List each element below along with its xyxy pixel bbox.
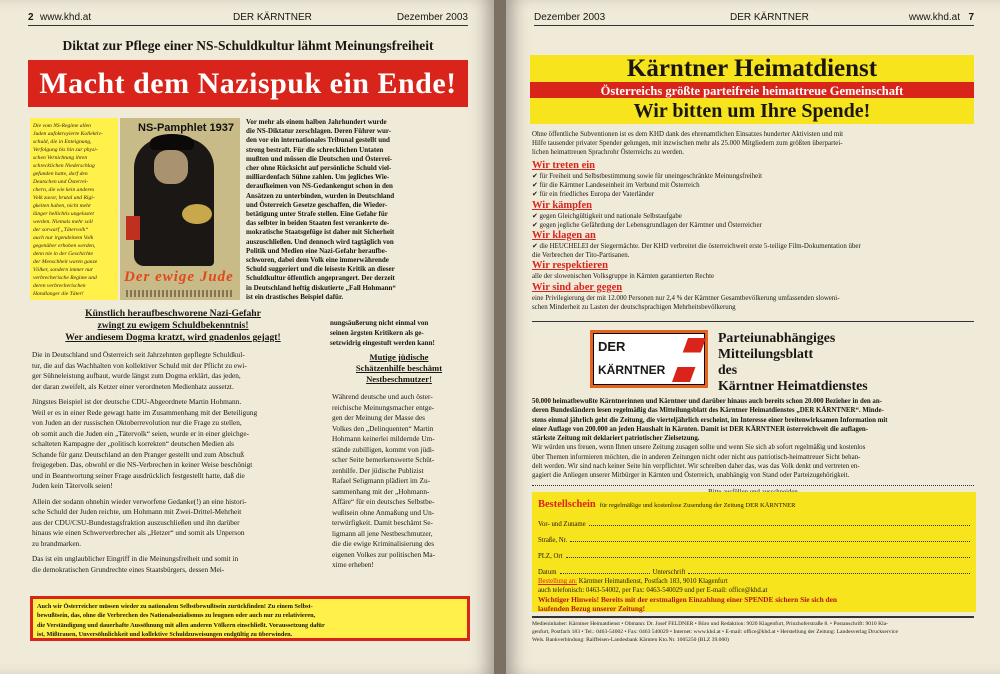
section-item xyxy=(532,303,974,312)
headline-box xyxy=(28,60,468,107)
header-paper: DER KÄRNTNER xyxy=(730,12,809,23)
section-item xyxy=(532,251,974,260)
section-item xyxy=(532,190,974,199)
text-line: xime erheben! xyxy=(332,560,374,569)
text-line: gen der Meinung der Masse des xyxy=(332,413,426,422)
impressum-rule xyxy=(532,616,974,618)
body-column-2 xyxy=(332,392,468,571)
text-line: deren Bundesländern lesen regelmäßig das Mitteilungsblatt des Kärntner Heimatdienstes „DER KÄRNTNER“. Minde- xyxy=(532,407,884,415)
section-item-text: die HEUCHELEI der Siegermächte. Der KHD verbreitet die österreichweit erste 5-teilige Film-Dokumentation über xyxy=(539,243,861,251)
text-line: der daran zweifelt, als Ketzer einer verordneten Medienhatz aussetzt. xyxy=(32,381,234,391)
text-line: in Deutschland heftig diskutierte „Fall Hohmann“ xyxy=(246,283,396,292)
text-line: über Themen informieren möchten, die in anderen Zeitungen nicht oder nicht aus patriotisch-heimattreuer Sicht behan- xyxy=(532,453,861,461)
form-fields xyxy=(538,512,970,576)
section-item xyxy=(532,172,974,181)
text-line: Juden kein Tätervolk seien! xyxy=(32,481,113,490)
order-label: Bestellung an: xyxy=(538,578,578,585)
check-icon: ✔ xyxy=(532,243,540,251)
form-field-input[interactable] xyxy=(688,573,970,574)
text-line: auch nur irgendeinem Volk xyxy=(33,235,94,241)
text-line: genfurt, Postfach 183 • Tel.: 0463-54002 • Fax: 0463 540029 • Internet: www.khd.at • E-mail: office@khd.at • Herstellung der Zeitung: Landesverlag Druckservice xyxy=(532,629,898,636)
text-line: Vor mehr als einem halben Jahrhundert wurde xyxy=(246,118,387,126)
section-item xyxy=(532,212,974,221)
right-running-header xyxy=(534,10,974,26)
section-heading: Wir kämpfen xyxy=(532,199,592,211)
text-line: schworen, dabei dem Volk eine immerwährende xyxy=(246,256,389,265)
footer-text xyxy=(37,602,463,639)
text-line: Das ist ein unglaublicher Eingriff in die Meinungsfreiheit und somit in xyxy=(32,554,239,563)
text-line: Wir würden uns freuen, wenn Ihnen unsere Zeitung zusagen sollte und wenn Sie sich ab sofort regelmäßig und kostenlos xyxy=(532,444,866,452)
magazine-body xyxy=(532,397,974,481)
khd-title: Kärntner Heimatdienst xyxy=(626,55,878,82)
text-line: Volkes den „Delinquenten“ Martin xyxy=(332,423,434,433)
poster-fineprint xyxy=(126,290,234,297)
section-item xyxy=(532,221,974,230)
headline: Macht dem Nazispuk ein Ende! xyxy=(39,66,457,100)
text-line: Hilfe tausender privater Spender gelungen, mit inzwischen mehr als 25.000 Mitgliedern zum größten überpartei- xyxy=(532,140,843,148)
form-field-row[interactable] xyxy=(538,544,970,560)
section-item-text: gegen Gleichgültigkeit und nationale Selbstaufgabe xyxy=(539,212,682,220)
text-line: Die vom NS-Regime allen xyxy=(33,123,91,129)
text-line: des xyxy=(718,362,738,377)
section-item-text: schen Minderheit zu Lasten der deutschsprachigen Mehrheitsbevölkerung xyxy=(532,303,736,311)
text-line: der Menschheit waren ganze xyxy=(33,259,98,265)
section-item-text: für Freiheit und Selbstbestimmung sowie für uneingeschränkte Meinungsfreiheit xyxy=(539,173,763,180)
form-field-label: Vor- und Zuname xyxy=(538,521,586,528)
section-heading: Wir klagen an xyxy=(532,230,596,242)
subhead-2-line-2: Schätzenhilfe beschämt xyxy=(355,363,443,373)
text-line: betätigung unter Strafe stellen. Eine Gefahr für xyxy=(246,210,388,219)
text-line: Volk zuvor, brutal und Rigi- xyxy=(33,195,95,201)
order-notice: Wichtiger Hinweis! Bereits mit der erstmaligen Einzahlung einer SPENDE sichern Sie sich den xyxy=(538,595,838,604)
section-item xyxy=(532,181,974,190)
form-field-row[interactable] xyxy=(538,512,970,528)
text-line: sammenhang mit der „Hohmann- xyxy=(332,486,430,496)
text-line: hinaus wie einen Schwerverbrecher als „Hetzer“ und somit als Unperson xyxy=(32,528,245,537)
text-line: einer Auflage von 200.000 an jeden Haushalt in Kärnten. Damit ist DER KÄRNTNER österreichweit die auflagen- xyxy=(532,425,869,433)
text-line: Rafael Seligmann plädiert im Zu- xyxy=(332,476,431,485)
text-line: deraufkeimen von NS-Gedankengut schon in den xyxy=(246,182,393,191)
text-line: Völker, sondern immer nur xyxy=(33,267,93,273)
header-date: Dezember 2003 xyxy=(534,12,606,23)
text-line: Kärntner Heimatdienstes xyxy=(718,378,868,393)
check-icon: ✔ xyxy=(532,212,540,220)
poster-coins xyxy=(182,204,212,224)
text-line: und in Beantwortung seiner Frage ausdrücklich festgestellt hatte, daß die xyxy=(32,470,245,480)
text-line: Deutschen und Österrei- xyxy=(33,179,89,185)
text-line: Auch wir Österreicher müssen wieder zu nationalem Selbstbewußtsein zurückfinden! Zu einem Selbst- xyxy=(37,603,313,610)
text-line: länger hellichtis ungelastet xyxy=(33,211,94,217)
text-line: milliardenfach Sühne zahlen. Um jegliches Wie- xyxy=(246,173,390,182)
text-line: gkeiten haben, nicht mehr xyxy=(33,203,92,209)
page-number: 7 xyxy=(968,12,974,23)
section-item-text: die Verbrechen der Tito-Partisanen. xyxy=(532,252,630,260)
magazine-title xyxy=(718,330,968,394)
footer-box xyxy=(30,596,470,641)
text-line: Handlanger die Täter! xyxy=(33,291,84,297)
text-line: die Verständigung und dauerhafte Aussöhnung mit allen anderen Völkern einschließt. Voraussetzung dafür xyxy=(37,621,325,629)
header-url: www.khd.at xyxy=(908,12,960,23)
check-icon: ✔ xyxy=(532,182,540,190)
section-item-text: für die Kärntner Landeseinheit im Verbund mit Österreich xyxy=(539,182,700,190)
section-item-text: für ein friedliches Europa der Vaterländer xyxy=(539,191,654,199)
khd-intro xyxy=(532,130,974,158)
subhead-line-2: zwingt zu ewigem Schuldbekenntnis! xyxy=(97,320,249,331)
text-line: schuld, die in Enteignung, xyxy=(33,139,92,145)
khd-subtitle-box xyxy=(530,82,974,98)
left-page xyxy=(0,0,494,674)
text-line: Wels. Bankverbindung: Raiffeisen-Landesbank Kärnten Kto.Nr. 1005250 (BLZ 39.000) xyxy=(532,637,729,644)
poster-caption: NS-Pamphlet 1937 xyxy=(138,122,234,134)
section-heading: Wir respektieren xyxy=(532,260,608,272)
section-item-text: eine Privilegierung der mit 12.000 Personen nur 2,4 % der Kärntner Gesamtbevölkerung umfassenden sloweni- xyxy=(532,294,840,302)
text-line: die die ewige Kriminalisierung des xyxy=(332,539,435,548)
appeal-box xyxy=(530,98,974,124)
header-date: Dezember 2003 xyxy=(396,12,468,23)
der-kaerntner-logo xyxy=(590,330,708,388)
text-line: ligmann all jene Nestbeschmutzer, xyxy=(332,528,433,538)
text-line: seinen ärgsten Kritikern als ge- xyxy=(330,329,424,337)
form-field-input[interactable] xyxy=(570,541,970,542)
text-line: Mitteilungsblatt xyxy=(718,346,814,361)
logo-flag-stripe xyxy=(672,338,706,382)
text-line: ob somit auch die Juden ein „Tätervolk“ seien, wurde er in einer gleichge- xyxy=(32,428,250,438)
text-line: Politik und Medien eine Nazi-Gefahr heraufbe- xyxy=(246,246,388,255)
text-line: von Juden an der russischen Oktoberrevolution nur die Frage zu stellen, xyxy=(32,418,242,427)
divider-rule xyxy=(532,321,974,322)
section-heading: Wir sind aber gegen xyxy=(532,281,623,293)
text-line: setzwidrig eingestuft werden kann! xyxy=(330,339,435,347)
text-line: eigenen Volkes zur politischen Ma- xyxy=(332,549,436,559)
order-form[interactable] xyxy=(532,492,976,612)
form-title: Bestellschein xyxy=(538,499,596,510)
logo-line-2: KÄRNTNER xyxy=(598,363,666,377)
form-title-rest: für regelmäßige und kostenlose Zusendung der Zeitung DER KÄRNTNER xyxy=(599,502,796,509)
text-line: chern, die wie kein anderes xyxy=(33,187,95,193)
poster-face xyxy=(154,150,188,184)
form-field-row[interactable] xyxy=(538,528,970,544)
section-item xyxy=(532,294,974,303)
text-line: Während deutsche und auch öster- xyxy=(332,392,433,401)
text-line: werden. Niemals mehr soll xyxy=(33,219,93,225)
text-line: delt werden. Wir sind nach keiner Seite hin verpflichtet. Wir schreiben daher das, was das Volk denkt und vertreten en- xyxy=(532,463,860,471)
section-heading: Wir treten ein xyxy=(532,160,595,171)
subhead-2-line-1: Mutige jüdische xyxy=(369,352,429,362)
section-item xyxy=(532,272,974,281)
text-line: Weil er es in einer Rede gewagt hatte im Zusammenhang mit der Beteiligung xyxy=(32,407,258,417)
form-field-label: Datum xyxy=(538,569,557,576)
sidebar-text xyxy=(33,122,115,298)
text-line: Schuldkultur öffentlich angeprangert. Der derzeit xyxy=(246,274,395,283)
text-line: Ohne öffentliche Subventionen ist es dem KHD dank des ehrenamtlichen Einsatzes hunderter Aktivisten und mit xyxy=(532,131,844,138)
subhead-box xyxy=(28,308,318,346)
text-line: mußten und müssen die Deutschen und Österrei- xyxy=(246,154,393,163)
text-line: deren verbrecherischen xyxy=(33,283,86,289)
section-item xyxy=(532,242,974,251)
text-line: Ansätzen zu unterbinden, wurden in Deutschland xyxy=(246,191,395,200)
text-line: gegenüber erhoben werden, xyxy=(33,243,96,249)
text-line: Schuld suggeriert und die leiseste Kritik an dieser xyxy=(246,265,395,274)
text-line: lichen heimattreuen Sprachrohr Österreichs zu werden. xyxy=(532,149,684,157)
section-item-text: alle der slowenischen Volksgruppe in Kärnten garantierten Rechte xyxy=(532,273,715,281)
signature-label: Unterschrift xyxy=(652,569,686,576)
poster-image xyxy=(120,118,240,300)
poster-emblem xyxy=(126,216,140,240)
subhead-line-1: Künstlich heraufbeschworene Nazi-Gefahr xyxy=(85,308,261,319)
text-line: ist, Mißtrauen, Unversöhnlichkeit und kollektive Schuldzuweisungen endgültig zu überwinden. xyxy=(37,630,293,638)
order-address: Kärntner Heimatdienst, Postfach 183, 9010 Klagenfurt xyxy=(578,578,728,585)
kicker: Diktat zur Pflege einer NS-Schuldkultur lähmt Meinungsfreiheit xyxy=(62,38,434,53)
order-contact: auch telefonisch: 0463-54002, per Fax: 0463-540029 und per E-mail: office@khd.at xyxy=(538,586,768,594)
text-line: der sorwarf „Tätervolk“ xyxy=(33,227,89,233)
text-line: Schande für ganz Deutschland an den Pranger gestellt und zum Abschuß xyxy=(32,449,244,459)
body-column-1 xyxy=(32,350,322,575)
column-2-continuation xyxy=(330,318,468,348)
text-line: Juden aufoktroyierte Kollektiv- xyxy=(33,131,103,137)
form-field-label: Straße, Nr. xyxy=(538,537,568,544)
text-line: zu brandmarken. xyxy=(32,538,82,548)
text-line: nungsäußerung nicht einmal von xyxy=(330,319,429,327)
subhead-2 xyxy=(330,352,468,385)
subhead-2-line-3: Nestbeschmutzer! xyxy=(366,374,432,384)
text-line: cher ohne Rücksicht auf persönliche Schuld viel- xyxy=(246,164,392,173)
text-line: das selbter in beiden Staaten fest verankerte de- xyxy=(246,219,390,228)
header-paper: DER KÄRNTNER xyxy=(233,12,312,23)
form-field-label: PLZ, Ort xyxy=(538,553,563,560)
text-line: gagiert die Anliegen unserer Mitbürger in Kärnten und Österreich, unabhängig von Stand oder Parteizugehörigkeit. xyxy=(532,472,850,480)
text-line: ger Sühneleistung aufbaut, wurde längst zum Dogma erklärt, das jeden, xyxy=(32,371,241,380)
text-line: Verfolgung bis hin zur physi- xyxy=(33,147,98,153)
text-line: sche Schuld der Juden reichte, um Hohmann mit Zwei-Drittel-Mehrheit xyxy=(32,507,242,516)
khd-sections xyxy=(532,160,974,312)
header-url: www.khd.at xyxy=(40,12,92,23)
text-line: auszuschließen. Und dennoch wird tagtäglich von xyxy=(246,237,394,246)
text-line: Allein der sodann ohnehin wieder verworfene Gedanke(!) an eine histori- xyxy=(32,496,247,506)
left-running-header xyxy=(28,10,468,26)
khd-subtitle: Österreichs größte parteifreie heimattreue Gemeinschaft xyxy=(600,84,904,98)
text-line: die NS-Diktatur zerschlagen. Deren Führer wur- xyxy=(246,127,392,136)
text-line: Affäre“ für ein deutsches Selbstbe- xyxy=(332,497,435,506)
text-line: streng bestraft. Für die schrecklichen Untaten xyxy=(246,145,384,154)
form-field-input[interactable] xyxy=(589,525,970,526)
text-line: stens einmal jährlich geht die Zeitung, die vierteljährlich erscheint, im Interesse einer breitenwirksamen Information mit xyxy=(532,416,888,424)
text-line: schen Vernichtung ihren xyxy=(33,155,88,161)
form-field-row[interactable] xyxy=(538,560,970,576)
form-field-input[interactable] xyxy=(566,557,970,558)
order-notice-2: laufenden Bezug unserer Zeitung! xyxy=(538,604,646,613)
appeal: Wir bitten um Ihre Spende! xyxy=(633,100,871,122)
text-line: 50.000 heimatbewußte Kärntnerinnen und Kärntner und darüber hinaus auch bereits schon 20.000 Bezieher in den an- xyxy=(532,398,882,405)
page-number: 2 xyxy=(28,12,34,23)
poster-title: Der ewige Jude xyxy=(124,269,234,285)
text-line: mokratische Staatsgefüge ist daher mit Sicherheit xyxy=(246,228,395,237)
text-line: die demokratischen Grundrechte eines Staatsbürgers, dessen Mei- xyxy=(32,564,225,574)
text-line: stände zubilligen, kommt von jüdi- xyxy=(332,444,435,454)
check-icon: ✔ xyxy=(532,191,540,199)
text-line: zenhilfe. Der jüdische Publizist xyxy=(332,465,424,475)
text-line: und Österreich Gesetze geschaffen, die Wieder- xyxy=(246,200,388,209)
poster-hat xyxy=(150,134,194,150)
text-line: freigegeben. Das, obwohl er die NS-Verbrechen in keiner Weise beschönigt xyxy=(32,460,253,469)
sidebar-box xyxy=(30,118,118,300)
check-icon: ✔ xyxy=(532,173,540,180)
text-line: aus der CDU/CSU-Bundestagsfraktion auszuschließen und ihn darüber xyxy=(32,517,240,527)
text-line: den vor ein internationales Tribunal gestellt und xyxy=(246,136,390,145)
text-line: Jüngstes Beispiel ist der deutsche CDU-Abgeordnete Martin Hohmann. xyxy=(32,397,242,406)
right-page xyxy=(506,0,1000,674)
text-line: schrecklichen Niederschlag xyxy=(33,163,95,169)
text-line: denn nie in der Geschichte xyxy=(33,251,93,257)
logo-line-1: DER xyxy=(598,339,626,354)
text-line: scher Seite bemerkenswerte Schüt- xyxy=(332,455,435,464)
section-item-text: gegen jegliche Gefährdung der Lebensgrundlagen der Kärntner und Österreicher xyxy=(539,221,762,229)
subhead-line-3: Wer andiesem Dogma kratzt, wird gnadenlos gejagt! xyxy=(65,332,281,343)
khd-title-box xyxy=(530,55,974,82)
text-line: terwürfigkeit. Damit beschämt Se- xyxy=(332,518,433,527)
date-input[interactable] xyxy=(560,573,650,574)
text-line: verbrecherische Regime und xyxy=(33,275,97,281)
text-line: Parteiunabhängiges xyxy=(718,330,836,345)
text-line: Die in Deutschland und Österreich seit Jahrzehnten gepflegte Schuldkul- xyxy=(32,350,245,359)
text-line: bewußtsein, das, ohne die Verbrechen des Nationalsozialismus zu leugnen oder auch nur zu relativieren, xyxy=(37,612,316,620)
check-icon: ✔ xyxy=(532,221,540,229)
intro-text xyxy=(246,118,468,302)
text-line: ist ein drastisches Beispiel dafür. xyxy=(246,292,344,301)
text-line: schalteten Kampagne der „politisch korrekten“ deutschen Medien als xyxy=(32,439,235,448)
text-line: wußtsein ohne Anmaßung und Un- xyxy=(332,507,435,517)
text-line: Hohmann keinerlei mildernde Um- xyxy=(332,434,435,443)
text-line: reichische Meinungsmacher entge- xyxy=(332,402,435,412)
text-line: Medieninhaber: Kärntner Heimatdienst • Obmann: Dr. Josef FELDNER • Büro und Redaktion: 9020 Klagenfurt, Prinzhoferstraße 8. • Postanschrift: 9010 Kla- xyxy=(532,621,889,627)
text-line: tur, die auf das Wachhalten von kollektiver Schuld mit der Pflicht zu ewi- xyxy=(32,360,247,370)
text-line: stärkste Zeitung mit deklariert patriotischer Zielsetzung. xyxy=(532,435,700,443)
impressum xyxy=(532,620,974,645)
text-line: gefunden hatte, darf den xyxy=(33,171,88,177)
